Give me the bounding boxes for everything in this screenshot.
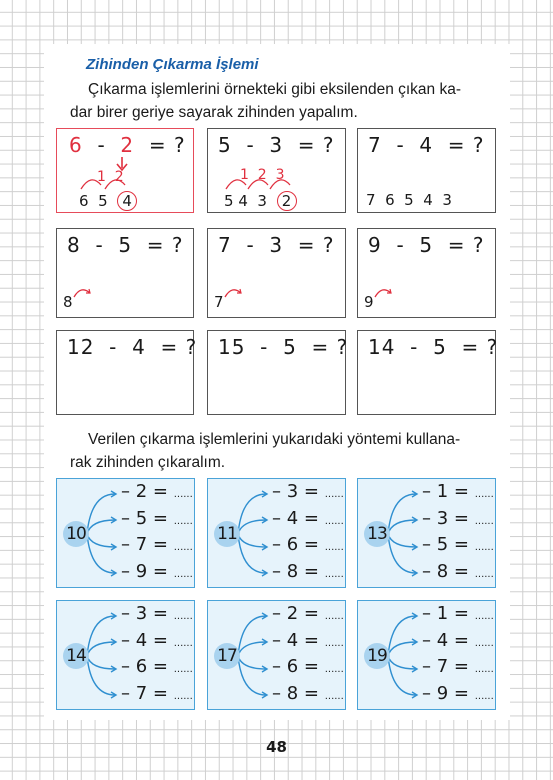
- answer-blank[interactable]: ......: [474, 542, 494, 553]
- exercise-box: [207, 330, 349, 415]
- instruction-2-line-1: Verilen çıkarma işlemlerini yukarıdaki yöntemi kullana-: [88, 431, 461, 448]
- answer-blank[interactable]: ......: [324, 542, 344, 553]
- example-box-3: [357, 128, 496, 213]
- fan-box: [357, 600, 496, 710]
- subtraction-row: [422, 508, 494, 529]
- subtrahend: 2: [120, 133, 135, 157]
- exercise-expression: 8 - 5 = ?: [67, 233, 184, 257]
- subtraction-expression: – 3 =: [422, 507, 469, 529]
- exercise-box: [56, 228, 194, 318]
- subtraction-expression: – 6 =: [121, 656, 168, 677]
- page-title: Zihinden Çıkarma İşlemi: [86, 56, 259, 73]
- digit: 4: [238, 192, 248, 210]
- fan-box: [56, 478, 195, 588]
- subtraction-row: [422, 481, 494, 502]
- start-number-circle: 13: [364, 521, 390, 547]
- fan-box: [56, 600, 195, 710]
- subtraction-row: [272, 508, 344, 529]
- exercise-box: [357, 228, 496, 318]
- answer-blank[interactable]: ......: [324, 515, 344, 527]
- fan-arrows-icon: [234, 603, 274, 707]
- answer-blank[interactable]: ......: [173, 690, 193, 702]
- subtraction-expression: – 9 =: [121, 560, 168, 582]
- subtraction-expression: – 7 =: [121, 534, 168, 555]
- subtraction-row: [422, 656, 494, 677]
- answer-blank[interactable]: ......: [173, 637, 193, 649]
- answer-blank[interactable]: ......: [173, 611, 193, 622]
- subtraction-row: [272, 683, 344, 704]
- subtraction-row: [272, 630, 344, 651]
- subtraction-row: [272, 603, 344, 624]
- subtraction-expression: – 4 =: [272, 629, 319, 651]
- subtraction-row: [121, 481, 193, 502]
- start-number: 8: [63, 293, 73, 311]
- start-number-circle: 17: [214, 643, 240, 669]
- instruction-2-line-2: rak zihinden çıkaralım.: [70, 454, 226, 471]
- hop-arrow-icon: [224, 285, 244, 299]
- subtraction-row: [121, 603, 193, 624]
- start-number: 9: [364, 293, 374, 311]
- subtraction-row: [422, 561, 494, 582]
- answer-blank[interactable]: ......: [474, 568, 494, 580]
- answer-blank[interactable]: ......: [324, 568, 344, 580]
- exercise-expression: 9 - 5 = ?: [368, 233, 485, 257]
- exercise-box: [357, 330, 499, 415]
- fan-box: [207, 478, 346, 588]
- subtraction-expression: – 8 =: [422, 560, 469, 582]
- subtraction-row: [422, 603, 494, 624]
- answer-digit: 2: [277, 191, 297, 211]
- subtraction-row: [272, 561, 344, 582]
- answer-blank[interactable]: ......: [173, 664, 193, 675]
- digit: 6: [79, 192, 89, 210]
- answer-blank[interactable]: ......: [324, 664, 344, 675]
- exercise-box: [56, 330, 198, 415]
- start-number: 7: [214, 293, 224, 311]
- hop-arrows-icon: [79, 171, 149, 191]
- exercise-expression: 15 - 5 = ?: [218, 335, 349, 359]
- subtraction-expression: – 8 =: [272, 682, 319, 704]
- start-number-circle: 10: [63, 521, 89, 547]
- subtraction-row: [121, 534, 193, 555]
- example-3-expression: 7 - 4 = ?: [368, 133, 485, 157]
- example-2-steps: 1 2 3: [240, 167, 285, 183]
- answer-blank[interactable]: ......: [474, 515, 494, 527]
- example-2-digits: [224, 191, 297, 211]
- exercise-box: [207, 228, 346, 318]
- subtraction-expression: – 8 =: [272, 560, 319, 582]
- subtraction-expression: – 4 =: [272, 507, 319, 529]
- hop-arrow-icon: [374, 285, 394, 299]
- exercise-expression: 7 - 3 = ?: [218, 233, 335, 257]
- answer-blank[interactable]: ......: [324, 611, 344, 622]
- subtraction-row: [121, 561, 193, 582]
- fan-arrows-icon: [234, 481, 274, 585]
- answer-blank[interactable]: ......: [324, 690, 344, 702]
- instruction-1-line-2: dar birer geriye sayarak zihinden yapalım.: [70, 104, 358, 121]
- answer-blank[interactable]: ......: [474, 664, 494, 675]
- subtraction-expression: – 6 =: [272, 656, 319, 677]
- subtraction-expression: – 5 =: [121, 507, 168, 529]
- answer-blank[interactable]: ......: [173, 568, 193, 580]
- answer-digit: 4: [117, 191, 137, 211]
- subtraction-row: [121, 683, 193, 704]
- answer-blank[interactable]: ......: [474, 690, 494, 702]
- subtraction-expression: – 4 =: [121, 629, 168, 651]
- subtraction-row: [121, 508, 193, 529]
- subtraction-expression: – 9 =: [422, 682, 469, 704]
- answer-blank[interactable]: ......: [474, 611, 494, 622]
- answer-blank[interactable]: ......: [474, 637, 494, 649]
- example-3-digits: 7 6 5 4 3: [366, 191, 452, 209]
- subtraction-row: [422, 683, 494, 704]
- subtraction-expression: – 4 =: [422, 629, 469, 651]
- subtraction-expression: – 7 =: [121, 682, 168, 704]
- answer-blank[interactable]: ......: [173, 542, 193, 553]
- minuend: 6: [69, 133, 83, 157]
- answer-blank[interactable]: ......: [474, 489, 494, 500]
- subtraction-row: [422, 534, 494, 555]
- example-1-digits: [79, 191, 137, 211]
- example-1-steps: 1 2: [97, 169, 124, 185]
- start-number-circle: 14: [63, 643, 89, 669]
- minus-sign: -: [97, 133, 106, 157]
- subtraction-expression: – 3 =: [272, 481, 319, 502]
- example-box-1: [56, 128, 194, 213]
- answer-blank[interactable]: ......: [173, 489, 193, 500]
- subtraction-expression: – 6 =: [272, 534, 319, 555]
- instruction-1-line-1: Çıkarma işlemlerini örnekteki gibi eksilenden çıkan ka-: [88, 81, 462, 98]
- subtraction-expression: – 5 =: [422, 534, 469, 555]
- fan-arrows-icon: [83, 603, 123, 707]
- digit: 3: [257, 192, 267, 210]
- subtraction-row: [272, 656, 344, 677]
- exercise-expression: 14 - 5 = ?: [368, 335, 499, 359]
- subtraction-row: [272, 481, 344, 502]
- subtraction-expression: – 1 =: [422, 603, 469, 624]
- subtraction-expression: – 1 =: [422, 481, 469, 502]
- instruction-1: [70, 78, 494, 124]
- fan-arrows-icon: [384, 603, 424, 707]
- exercise-expression: 12 - 4 = ?: [67, 335, 198, 359]
- example-box-2: [207, 128, 346, 213]
- subtraction-row: [422, 630, 494, 651]
- page-number: 48: [266, 738, 287, 756]
- answer-blank[interactable]: ......: [173, 515, 193, 527]
- subtraction-row: [121, 656, 193, 677]
- example-2-expression: 5 - 3 = ?: [218, 133, 335, 157]
- subtraction-row: [121, 630, 193, 651]
- fan-box: [207, 600, 346, 710]
- digit: 5: [224, 192, 234, 210]
- digit: 5: [98, 192, 108, 210]
- start-number-circle: 19: [364, 643, 390, 669]
- fan-arrows-icon: [83, 481, 123, 585]
- fan-arrows-icon: [384, 481, 424, 585]
- subtraction-expression: – 7 =: [422, 656, 469, 677]
- subtraction-expression: – 2 =: [272, 603, 319, 624]
- answer-blank[interactable]: ......: [324, 637, 344, 649]
- answer-blank[interactable]: ......: [324, 489, 344, 500]
- example-1-expression: [69, 133, 186, 157]
- hop-arrow-icon: [73, 285, 93, 299]
- subtraction-expression: – 2 =: [121, 481, 168, 502]
- instruction-2: [70, 428, 494, 474]
- subtraction-row: [272, 534, 344, 555]
- start-number-circle: 11: [214, 521, 240, 547]
- hop-arrows-icon: [224, 171, 314, 191]
- subtraction-expression: – 3 =: [121, 603, 168, 624]
- equals-question: = ?: [148, 133, 186, 157]
- fan-box: [357, 478, 496, 588]
